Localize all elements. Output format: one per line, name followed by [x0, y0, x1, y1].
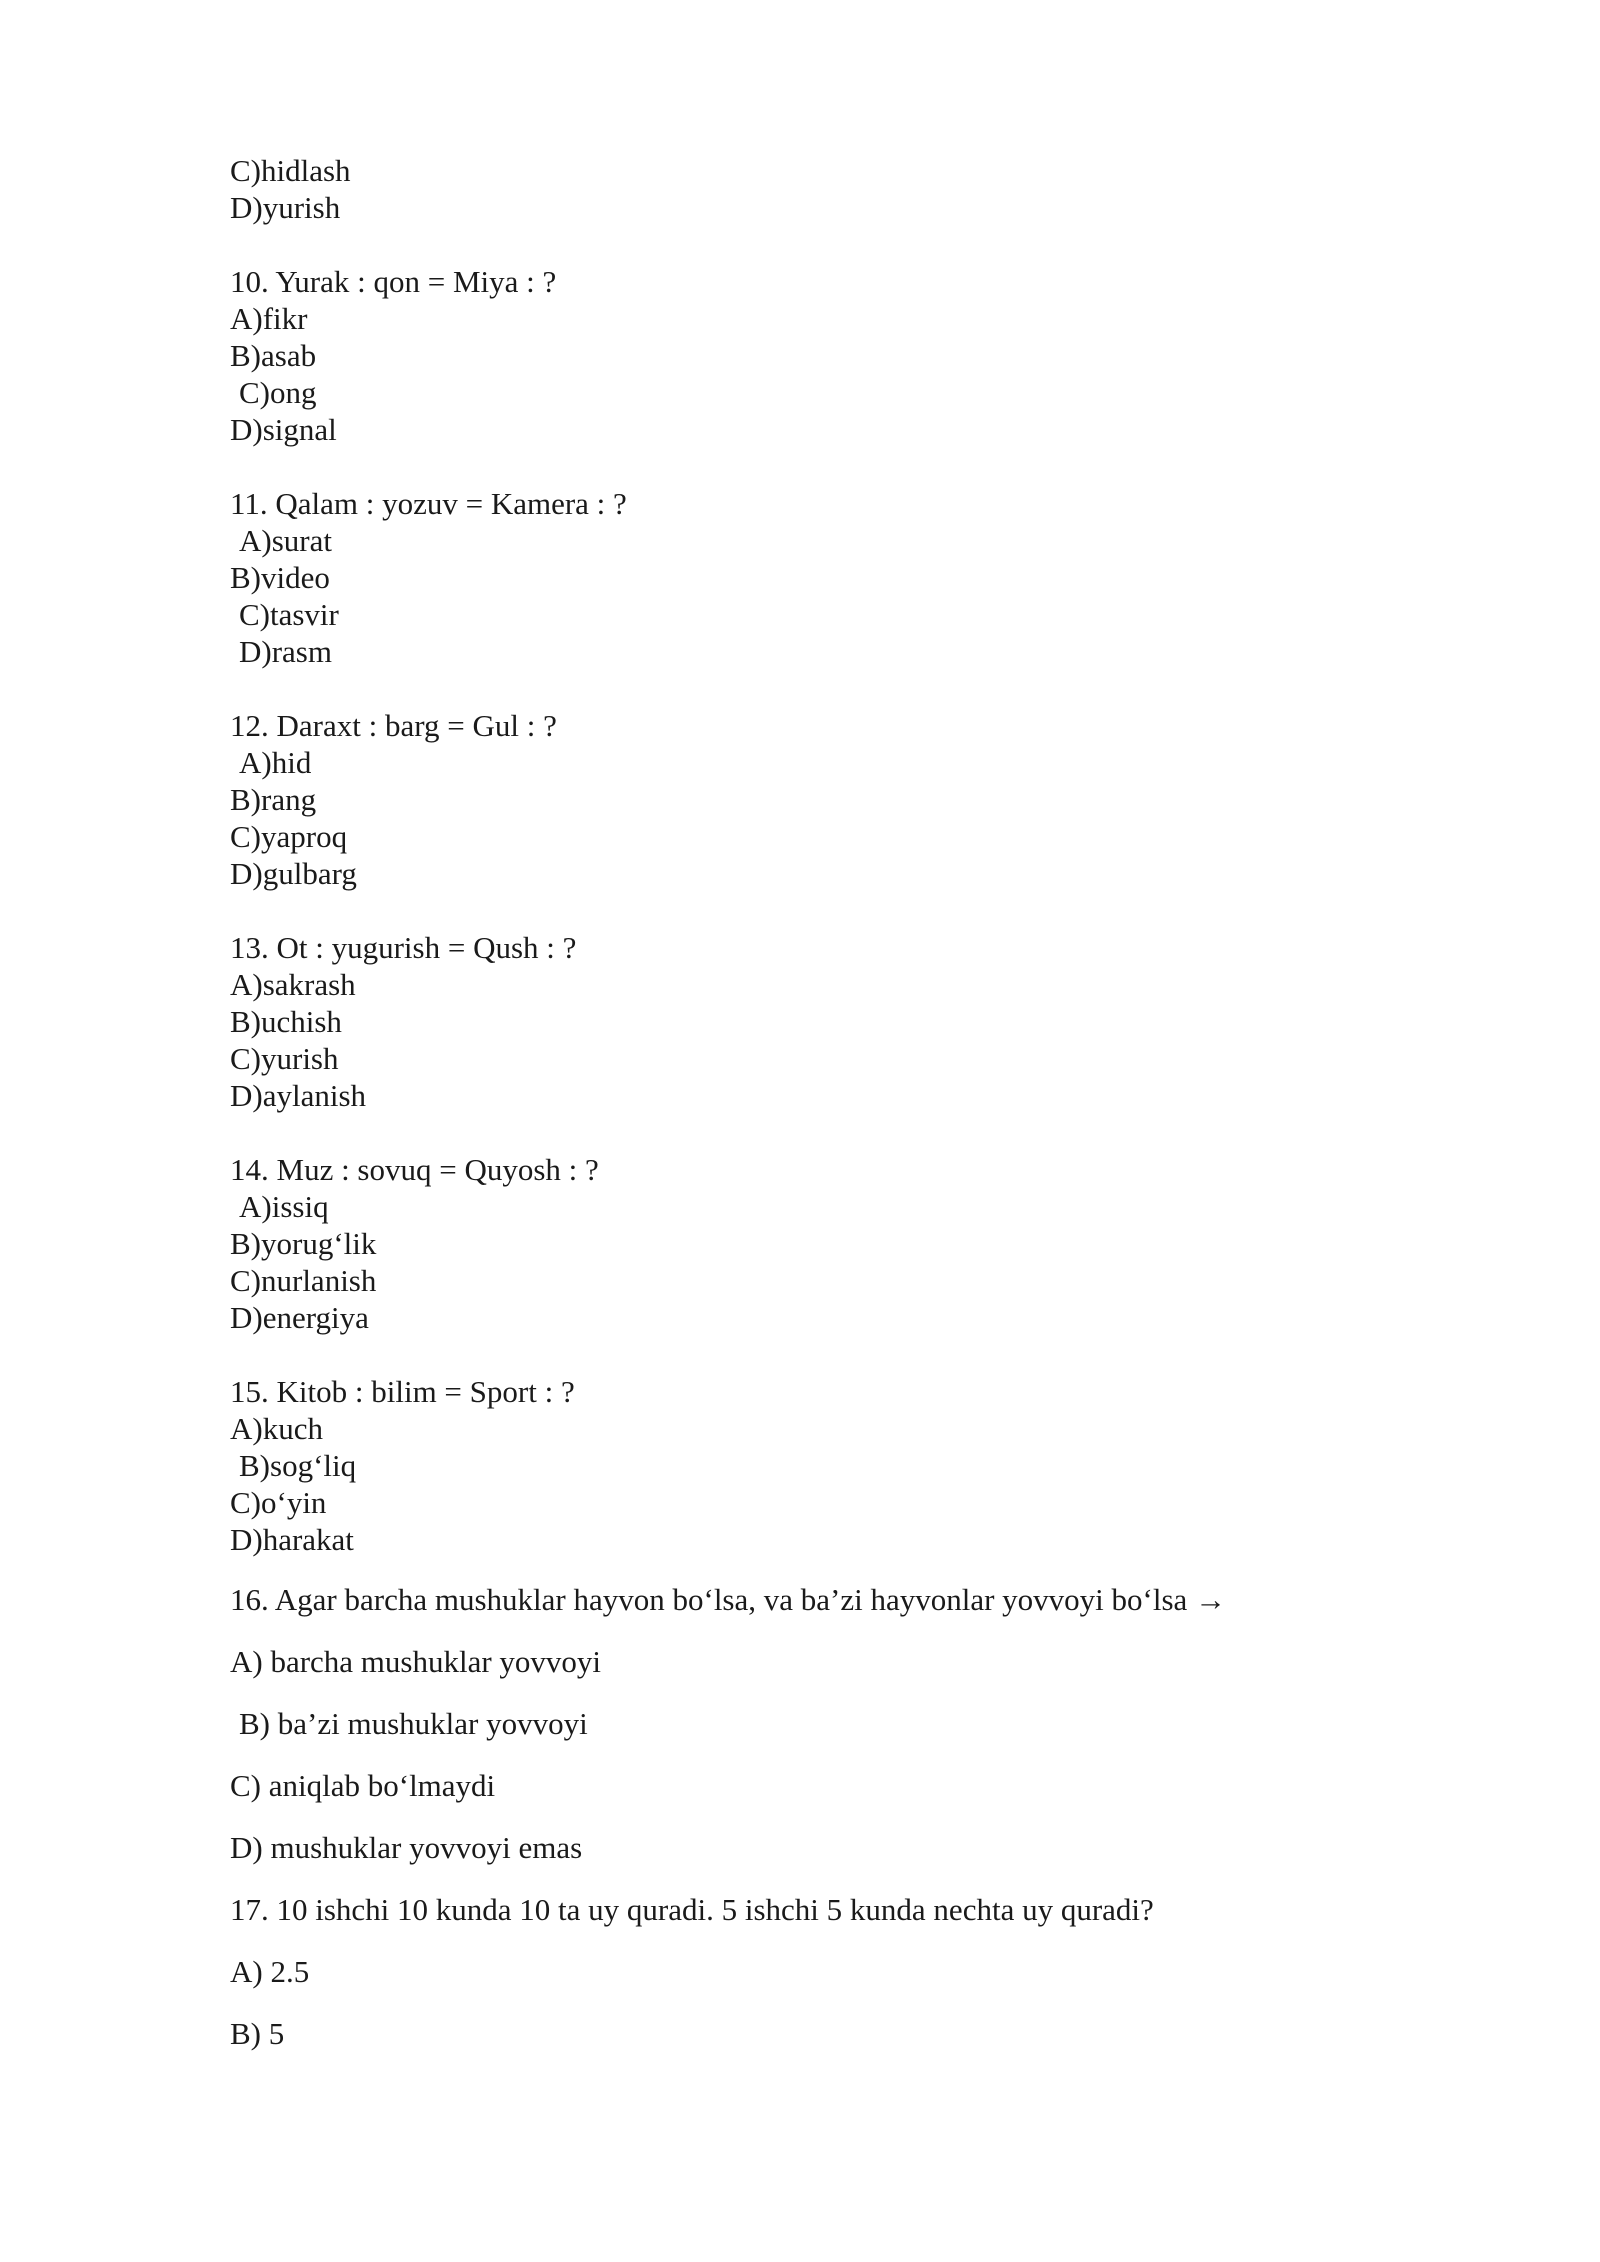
- q16-option-d: D) mushuklar yovvoyi emas: [230, 1830, 583, 1865]
- q15-option-b: B)sog‘liq: [239, 1448, 357, 1483]
- q11-option-c: C)tasvir: [239, 597, 339, 632]
- q15-option-d: D)harakat: [230, 1522, 354, 1557]
- q10-option-b: B)asab: [230, 338, 317, 373]
- q10-option-d: D)signal: [230, 412, 337, 447]
- q14-option-a: A)issiq: [239, 1189, 329, 1224]
- q16-option-b: B) ba’zi mushuklar yovvoyi: [239, 1706, 588, 1741]
- q14-option-d: D)energiya: [230, 1300, 369, 1335]
- q11-question: 11. Qalam : yozuv = Kamera : ?: [230, 486, 627, 521]
- q12-question: 12. Daraxt : barg = Gul : ?: [230, 708, 557, 743]
- q11-option-a: A)surat: [239, 523, 332, 558]
- q15-option-a: A)kuch: [230, 1411, 323, 1446]
- q11-option-b: B)video: [230, 560, 330, 595]
- q10-question: 10. Yurak : qon = Miya : ?: [230, 264, 557, 299]
- document-content: [230, 152, 1410, 2077]
- q12-option-d: D)gulbarg: [230, 856, 357, 891]
- q10-option-c: C)ong: [239, 375, 317, 410]
- q14-option-b: B)yorug‘lik: [230, 1226, 377, 1261]
- q13-option-d: D)aylanish: [230, 1078, 367, 1113]
- q9-option-d: D)yurish: [230, 190, 341, 225]
- q9-option-c: C)hidlash: [230, 153, 351, 188]
- q17-option-a: A) 2.5: [230, 1954, 310, 1989]
- q13-option-a: A)sakrash: [230, 967, 356, 1002]
- q16-question: 16. Agar barcha mushuklar hayvon bo‘lsa, va ba’zi hayvonlar yovvoyi bo‘lsa →: [230, 1582, 1227, 1617]
- q14-option-c: C)nurlanish: [230, 1263, 377, 1298]
- q13-option-c: C)yurish: [230, 1041, 339, 1076]
- q14-question: 14. Muz : sovuq = Quyosh : ?: [230, 1152, 599, 1187]
- q10-option-a: A)fikr: [230, 301, 308, 336]
- q12-option-b: B)rang: [230, 782, 317, 817]
- q17-question: 17. 10 ishchi 10 kunda 10 ta uy quradi. 5 ishchi 5 kunda nechta uy quradi?: [230, 1892, 1154, 1927]
- q12-option-a: A)hid: [239, 745, 312, 780]
- q17-option-b: B) 5: [230, 2016, 285, 2051]
- q16-option-a: A) barcha mushuklar yovvoyi: [230, 1644, 602, 1679]
- q12-option-c: C)yaproq: [230, 819, 348, 854]
- q16-option-c: C) aniqlab bo‘lmaydi: [230, 1768, 496, 1803]
- q15-option-c: C)o‘yin: [230, 1485, 327, 1520]
- q11-option-d: D)rasm: [239, 634, 332, 669]
- q13-question: 13. Ot : yugurish = Qush : ?: [230, 930, 577, 965]
- q15-question: 15. Kitob : bilim = Sport : ?: [230, 1374, 575, 1409]
- q13-option-b: B)uchish: [230, 1004, 342, 1039]
